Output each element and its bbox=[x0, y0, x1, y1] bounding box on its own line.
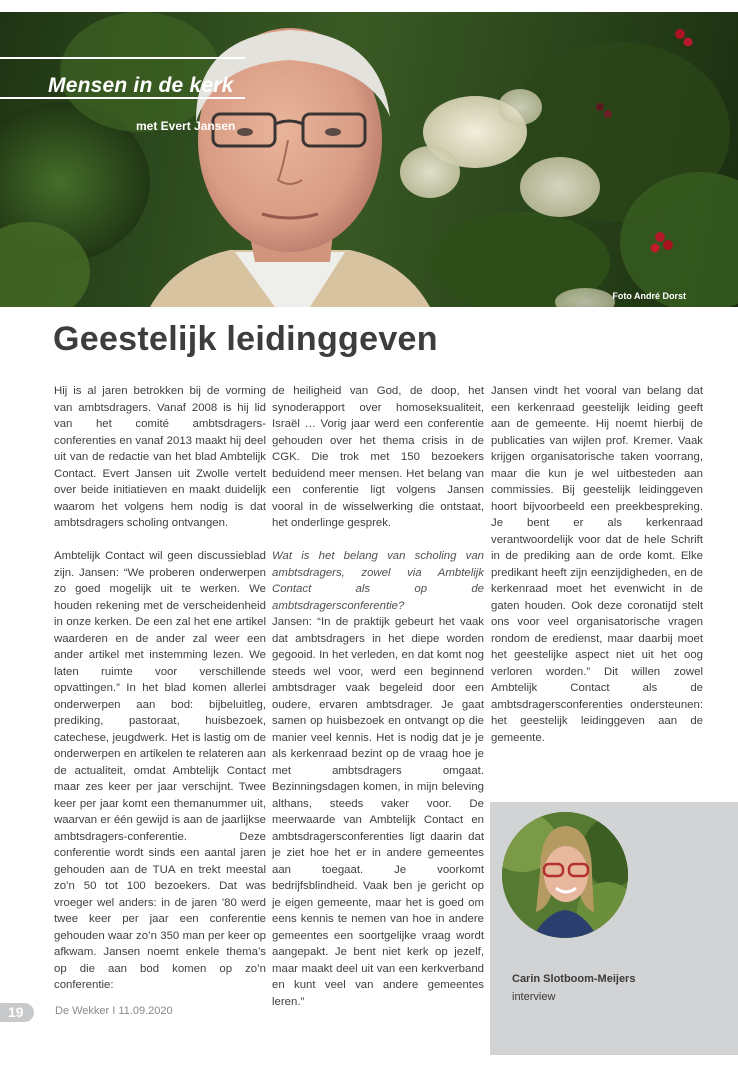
publication-footer: De Wekker I 11.09.2020 bbox=[55, 1005, 173, 1017]
hero-photo bbox=[0, 12, 738, 307]
paragraph: de heiligheid van God, de doop, het synoderapport over homoseksualiteit, Israël … Vorig jaar werd een conferentie gehouden over het thema crisis in de CGK. Die trok met 150 bezoekers beduidend meer mensen. Het belang van een conferentie ligt volgens Jansen vooral in de wisselwerking die ontstaat, het onderlinge gesprek. bbox=[272, 385, 484, 529]
paragraph: Jansen vindt het vooral van belang dat een kerkenraad geestelijk leiding geeft aan de gemeente. Hij noemt hierbij de publicaties van wijlen prof. Kremer. Vaak krijgen organisatorische taken voorrang, maar die kun je wel uitbesteden aan commissies. Bij geestelijk leidinggeven hoort bijvoorbeeld een preekbespreking. Je bent er als kerkenraad verantwoordelijk voor dat de hele Schrift in de prediking aan de orde komt. Elke predikant heeft zijn eenzijdigheden, en de kerkenraad moet het evenwicht in de gaten houden. Ook deze coronatijd stelt ons voor veel organisatorische vragen rondom de eredienst, maar daarbij moet het geestelijke aspect niet uit het oog verloren worden.” Dit willen zowel Ambtelijk Contact als de ambtsdragersconferenties ondersteunen: het geestelijk leidinggeven aan de gemeente. bbox=[491, 385, 703, 744]
paragraph: Ambtelijk Contact wil geen discussieblad zijn. Jansen: “We proberen onderwerpen zo goed mogelijk uit te werken. We houden rekening met de verscheidenheid in onze kerken. De een zal het ene artikel waarderen en de ander zal weer een ander artikel met instemming lezen. We laten ruimte voor verschillende opvattingen.” In het blad komen allerlei onderwerpen aan bod: bijbeluitleg, prediking, pastoraat, huisbezoek, catechese, jeugdwerk. Het is lastig om de onderwerpen en artikelen te relateren aan de actualiteit, omdat Ambtelijk Contact maar zes keer per jaar verschijnt. Twee keer per jaar komt een themanummer uit, waarvan er één gewijd is aan de jaarlijkse ambtsdragers-conferentie. Deze conferentie wordt sinds een aantal jaren gehouden aan de TUA en trekt meestal zo’n 50 tot 100 bezoekers. Dat was vroeger wel anders: in de jaren ’80 werd twee keer per jaar een conferentie gehouden waar zo’n 350 man per keer op afkwam. Jansen noemt enkele thema’s op die aan bod komen op zo’n conferentie: bbox=[54, 550, 266, 991]
byline: met Evert Jansen bbox=[136, 119, 236, 133]
article-column-2 bbox=[272, 383, 484, 1010]
article-column-1 bbox=[54, 383, 266, 994]
paragraph: Jansen: “In de praktijk gebeurt het vaak dat ambtsdragers in het diepe worden gegooid. In het verleden, en dat komt nog steeds wel voor, werd een beginnend ambtsdrager vaak begeleid door een oudere, ervaren ambtsdrager. Je gaat samen op huisbezoek en ontvangt op die manier veel kennis. Het is nodig dat je je als kerkenraad bezint op de vraag hoe je met ambtsdragers omgaat. Bezinningsdagen komen, in mijn beleving althans, steeds vaker voor. De meerwaarde van Ambtelijk Contact en ambtsdragersconferenties ligt daarin dat je ziet hoe het er in andere gemeentes aan toegaat. Je voorkomt bedrijfsblindheid. Vaak ben je gericht op je eigen gemeente, maar het is goed om eens kennis te nemen van hoe in andere gemeentes een soortgelijke vraag wordt aangepakt. Je bent niet kerk op jezelf, maar maakt deel uit van een kerkverband en kunt veel van andere gemeentes leren.” bbox=[272, 616, 484, 1008]
photo-credit: Foto André Dorst bbox=[612, 291, 686, 301]
author-box bbox=[490, 802, 738, 1055]
author-role: interview bbox=[512, 991, 556, 1003]
paragraph: Hij is al jaren betrokken bij de vorming van ambtsdragers. Vanaf 2008 is hij lid van het comité ambtsdragers-conferenties en vanaf 2013 maakt hij deel uit van de redactie van het blad Ambtelijk Contact. Evert Jansen uit Zwolle vertelt over beide initiatieven en maakt duidelijk waarom het volgens hem nodig is dat ambtsdragers scholing ontvangen. bbox=[54, 385, 266, 529]
header-rule-top bbox=[0, 57, 245, 59]
article-headline: Geestelijk leidinggeven bbox=[53, 320, 438, 358]
author-name: Carin Slotboom-Meijers bbox=[512, 973, 636, 985]
section-title: Mensen in de kerk bbox=[48, 74, 234, 97]
interview-question: Wat is het belang van scholing van ambtsdragers, zowel via Ambtelijk Contact als op de ambtsdragersconferentie? bbox=[272, 550, 484, 612]
page-number: 19 bbox=[0, 1003, 34, 1022]
author-avatar bbox=[502, 812, 628, 938]
author-portrait bbox=[502, 812, 628, 938]
article-column-3 bbox=[491, 383, 703, 746]
